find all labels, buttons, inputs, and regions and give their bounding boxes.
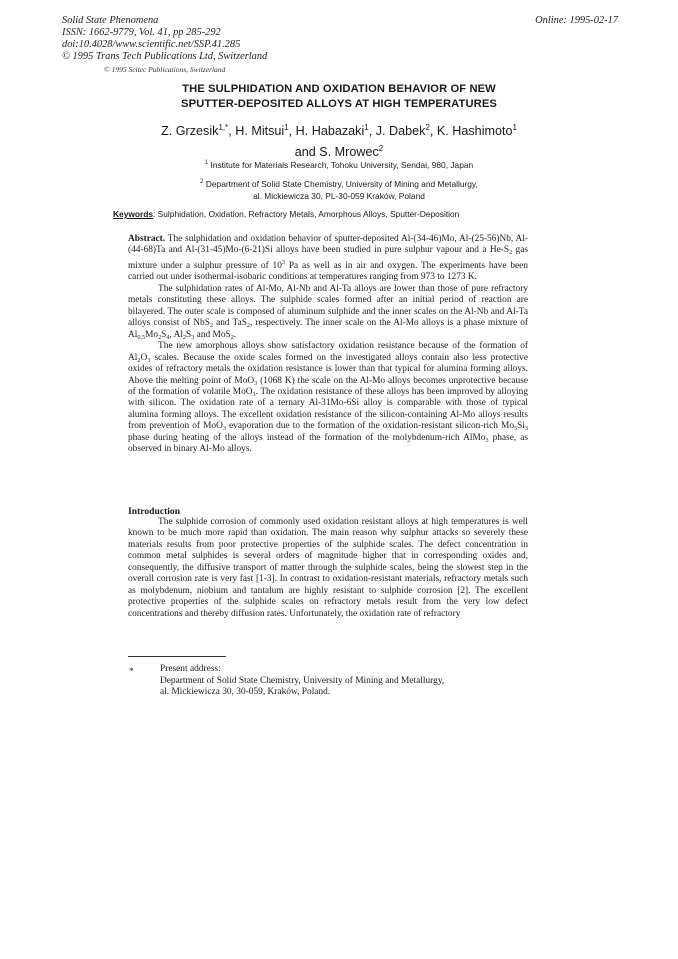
abstract-paragraph-1: Abstract. The sulphidation and oxidation behavior of sputter-deposited Al-(34-46)Mo, Al-(25-56)Nb, Al-(44-68)Ta and Al-(31-45)Mo-(6-21)Si alloys have been studied in pure sulphur vapour and a $He-S_2$ gas mixture under a sulphur pressure of $10^3$ Pa as well as in air and oxygen. The experiments have been carried out under isothermal-isobaric conditions at temperatures ranging from 973 to 1273 K. [128,234,528,283]
footnote [160,664,444,699]
footnote-mark: * [129,666,134,676]
footnote-line: Department of Solid State Chemistry, University of Mining and Metallurgy, [160,675,445,686]
author-name: H. Mitsui [235,124,285,139]
keywords-text: : Sulphidation, Oxidation, Refractory Metals, Amorphous Alloys, Sputter-Deposition [153,209,460,219]
footnote-line: al. Mickiewicza 30, 30-059, Kraków, Poland. [160,687,331,698]
author-name: H. Habazaki [295,124,365,139]
keywords-label: Keywords [113,209,154,219]
paper-title [0,82,678,112]
affiliation-text: Department of Solid State Chemistry, University of Mining and Metallurgy, [205,178,478,189]
abstract-label: Abstract. [128,234,166,244]
journal-name: Solid State Phenomena [62,15,159,26]
affiliation-address: al. Mickiewicza 30, PL-30-059 Kraków, Poland [253,190,425,201]
online-date: Online: 1995-02-17 [535,15,618,26]
title-line-2: SPUTTER-DEPOSITED ALLOYS AT HIGH TEMPERATURES [181,98,497,110]
issn-line: ISSN: 1662-9779, Vol. 41, pp 285-292 [62,27,221,38]
footnote-rule [128,656,226,657]
author-affiliation-mark: 2 [378,144,384,154]
footnote-line: Present address: [160,664,221,674]
author-affiliation-mark: 2 [425,123,430,132]
author-affiliation-mark: 1,* [218,123,229,132]
author-conjunction: and [294,145,316,160]
small-copyright: © 1995 Scitec Publications, Switzerland [104,65,226,74]
author-name: K. Hashimoto [436,124,513,139]
author-name: Z. Grzesik [161,124,219,139]
affiliation-2 [0,176,678,202]
affiliation-number: 2 [200,179,204,185]
copyright-line: © 1995 Trans Tech Publications Ltd, Switzerland [62,51,268,62]
abstract-paragraph-3: The new amorphous alloys show satisfactory oxidation resistance because of the formation of $Al_2O_3$ scales. Because the oxide scales formed on the investigated alloys contain also less protective oxides of refractory metals the oxidation resistance is lower than that typical for alumina forming alloys. Above the melting point of MoO$_3$ (1068 K) the scale on the Al-Mo alloys becomes unprotective because of the formation of volatile MoO$_3$. The oxidation resistance of these alloys has been improved by alloying with silicon. The oxidation rate of a ternary Al-31Mo-6Si alloy is comparable with those of typical alumina forming alloys. The excellent oxidation resistance of the silicon-containing Al-Mo alloys results from prevention of MoO$_3$ evaporation due to the formation of the oxidation-resistant silicon-rich $Mo_5Si_3$ phase during heating of the alloys instead of the formation of the molybdenum-rich AlMo$_3$ phase, as observed in binary Al-Mo alloys. [128,341,529,455]
introduction-body [128,517,528,620]
doi-line[interactable]: doi:10.4028/www.scientific.net/SSP.41.285 [62,39,241,50]
section-heading-introduction: Introduction [128,506,181,517]
affiliation-number: 1 [204,160,209,166]
affiliation-text: Institute for Materials Research, Tohoku University, Sendai, 980, Japan [210,159,474,170]
author-name: J. Dabek [375,124,426,139]
abstract-paragraph-2: The sulphidation rates of Al-Mo, Al-Nb and Al-Ta alloys are lower than those of pure refractory metals constituting these alloys. The sulphide scales formed after an initial period of reaction are bilayered. The outer scale is composed of aluminum sulphide and the inner scales on the Al-Nb and Al-Ta alloys consist of NbS$_2$ and TaS$_2$, respectively. The inner scale on the Al-Mo alloys is a phase mixture of $Al_{0.5}Mo_2S_4$, $Al_2S_3$ and MoS$_2$. [128,283,528,341]
author-name: S. Mrowec [319,145,379,160]
affiliation-1 [0,157,678,171]
journal-header [62,15,267,63]
introduction-paragraph: The sulphide corrosion of commonly used oxidation resistant alloys at high temperatures is well known to be much more rapid than oxidation. The main reason why sulphur attacks so severely these materials results from poor protective properties of the sulphide scales. The defect concentration in common metal sulphides is several orders of magnitude higher that in corresponding oxides and, consequently, the diffusive transport of matter through the sulphide scales, being the slowest step in the overall corrosion rate is very fast [1-3]. In contrast to oxidation-resistant materials, refractory metals such as molybdenum, niobium and tantalum are highly resistant to sulphide corrosion [2]. The excellent protective properties of the sulphide scales on refractory metals result from the very low defect concentrations and thereby diffusion rates. Unfortunately, the oxidation rate of refractory [128,517,528,619]
title-line-1: THE SULPHIDATION AND OXIDATION BEHAVIOR OF NEW [182,83,496,95]
author-list: Z. Grzesik$^{1,*}$, H. Mitsui$^1$, H. Habazaki$^1$, J. Dabek$^2$, K. Hashimoto$^1$ and S. Mrowec$^2$ [161,123,517,160]
author-affiliation-mark: 1 [512,123,517,132]
author-affiliation-mark: 1 [364,123,369,132]
keywords-line [113,209,553,219]
author-affiliation-mark: 1 [284,123,289,132]
abstract [128,234,528,456]
